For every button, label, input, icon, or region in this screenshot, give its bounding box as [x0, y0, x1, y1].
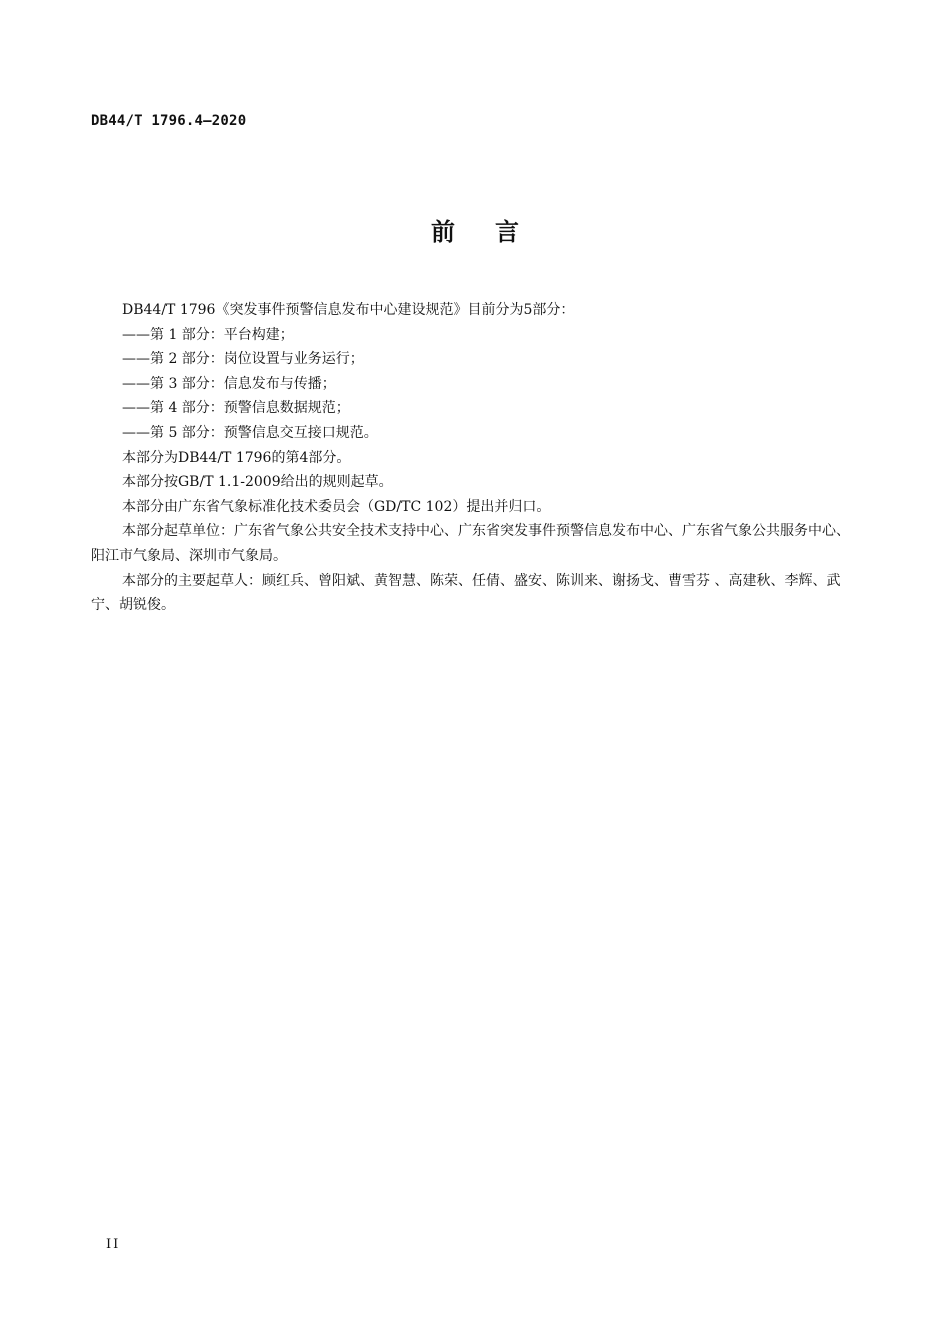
paragraph-drafting-rules: 本部分按GB/T 1.1-2009给出的规则起草。	[122, 474, 393, 491]
paragraph-drafting-units: 本部分起草单位：广东省气象公共安全技术支持中心、广东省突发事件预警信息发布中心、广东省气象公共服务中心、阳江市气象局、深圳市气象局。	[91, 523, 850, 564]
paragraph-drafters: 本部分的主要起草人：顾红兵、曾阳斌、黄智慧、陈荣、任倩、盛安、陈训来、谢扬戈、曹雪芬 、高建秋、李辉、武宁、胡锐俊。	[91, 572, 841, 614]
list-item-part-2: ——第 2 部分：岗位设置与业务运行；	[122, 351, 364, 368]
list-item-part-5: ——第 5 部分：预警信息交互接口规范。	[122, 424, 378, 441]
page-number: II	[106, 1237, 121, 1252]
paragraph-part-statement: 本部分为DB44/T 1796的第4部分。	[122, 449, 351, 466]
list-item-part-3: ——第 3 部分：信息发布与传播；	[122, 375, 336, 392]
list-item-part-1: ——第 1 部分：平台构建；	[122, 326, 294, 343]
page-title: 前言	[431, 218, 559, 246]
foreword-body	[91, 298, 851, 618]
paragraph-proposer: 本部分由广东省气象标准化技术委员会（GD/TC 102）提出并归口。	[122, 498, 551, 515]
paragraph-intro: DB44/T 1796《突发事件预警信息发布中心建设规范》目前分为5部分：	[122, 302, 575, 318]
list-item-part-4: ——第 4 部分：预警信息数据规范；	[122, 400, 350, 417]
document-code: DB44/T 1796.4—2020	[91, 113, 247, 129]
